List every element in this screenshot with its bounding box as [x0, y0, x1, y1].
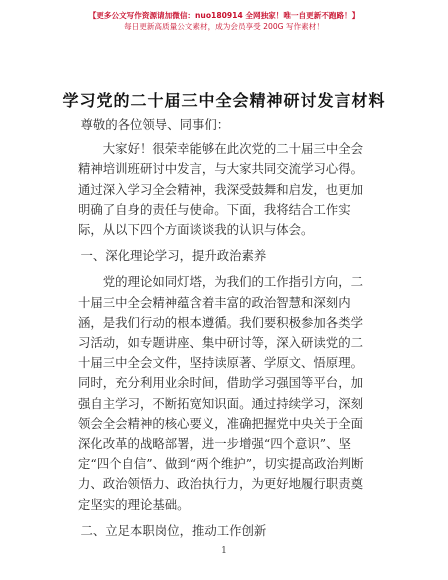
- page-number: 1: [221, 546, 227, 556]
- promo-banner: [0, 10, 448, 32]
- promo-banner-line-2: 每日更新高质量公文素材，成为会员享受 200G 写作素材！: [124, 22, 324, 31]
- intro-paragraph: 大家好！很荣幸能够在此次党的二十届三中全会精神培训班研讨中发言，与大家共同交流学习心得。通过深入学习全会精神，我深受鼓舞和启发，也更加明确了自身的责任与使命。下面，我将结合工作实际，从以下四个方面谈谈我的认识与体会。: [78, 141, 363, 238]
- section-heading-2: 二、立足本职岗位，推动工作创新: [80, 522, 267, 538]
- salutation: 尊敬的各位领导、同事们：: [80, 117, 230, 132]
- section-1-paragraph: 党的理论如同灯塔，为我们的工作指引方向，二十届三中全会精神蕴含着丰富的政治智慧和深刻内涵，是我们行动的根本遵循。我们要积极参加各类学习活动，如专题讲座、集中研讨等，深入研读党的二十届三中全会文件，坚持读原著、学原文、悟原理。同时，充分利用业余时间，借助学习强国等平台，加强自主学习，不断拓宽知识面。通过持续学习，深刻领会全会精神的核心要义，准确把握党中央关于全面深化改革的战略部署，进一步增强“四个意识”、坚定“四个自信”、做到“两个维护”，切实提高政治判断力、政治领悟力、政治执行力，为更好地履行职责奠定坚实的理论基础。: [78, 274, 364, 512]
- promo-banner-line-1: 【更多公文写作资源请加微信：nuo180914 全网独家！唯一自更新不跑路！】: [88, 11, 360, 20]
- document-body: [78, 115, 374, 547]
- section-heading-1: 一、深化理论学习，提升政治素养: [80, 248, 267, 264]
- document-title: 学习党的二十届三中全会精神研讨发言材料: [62, 91, 386, 110]
